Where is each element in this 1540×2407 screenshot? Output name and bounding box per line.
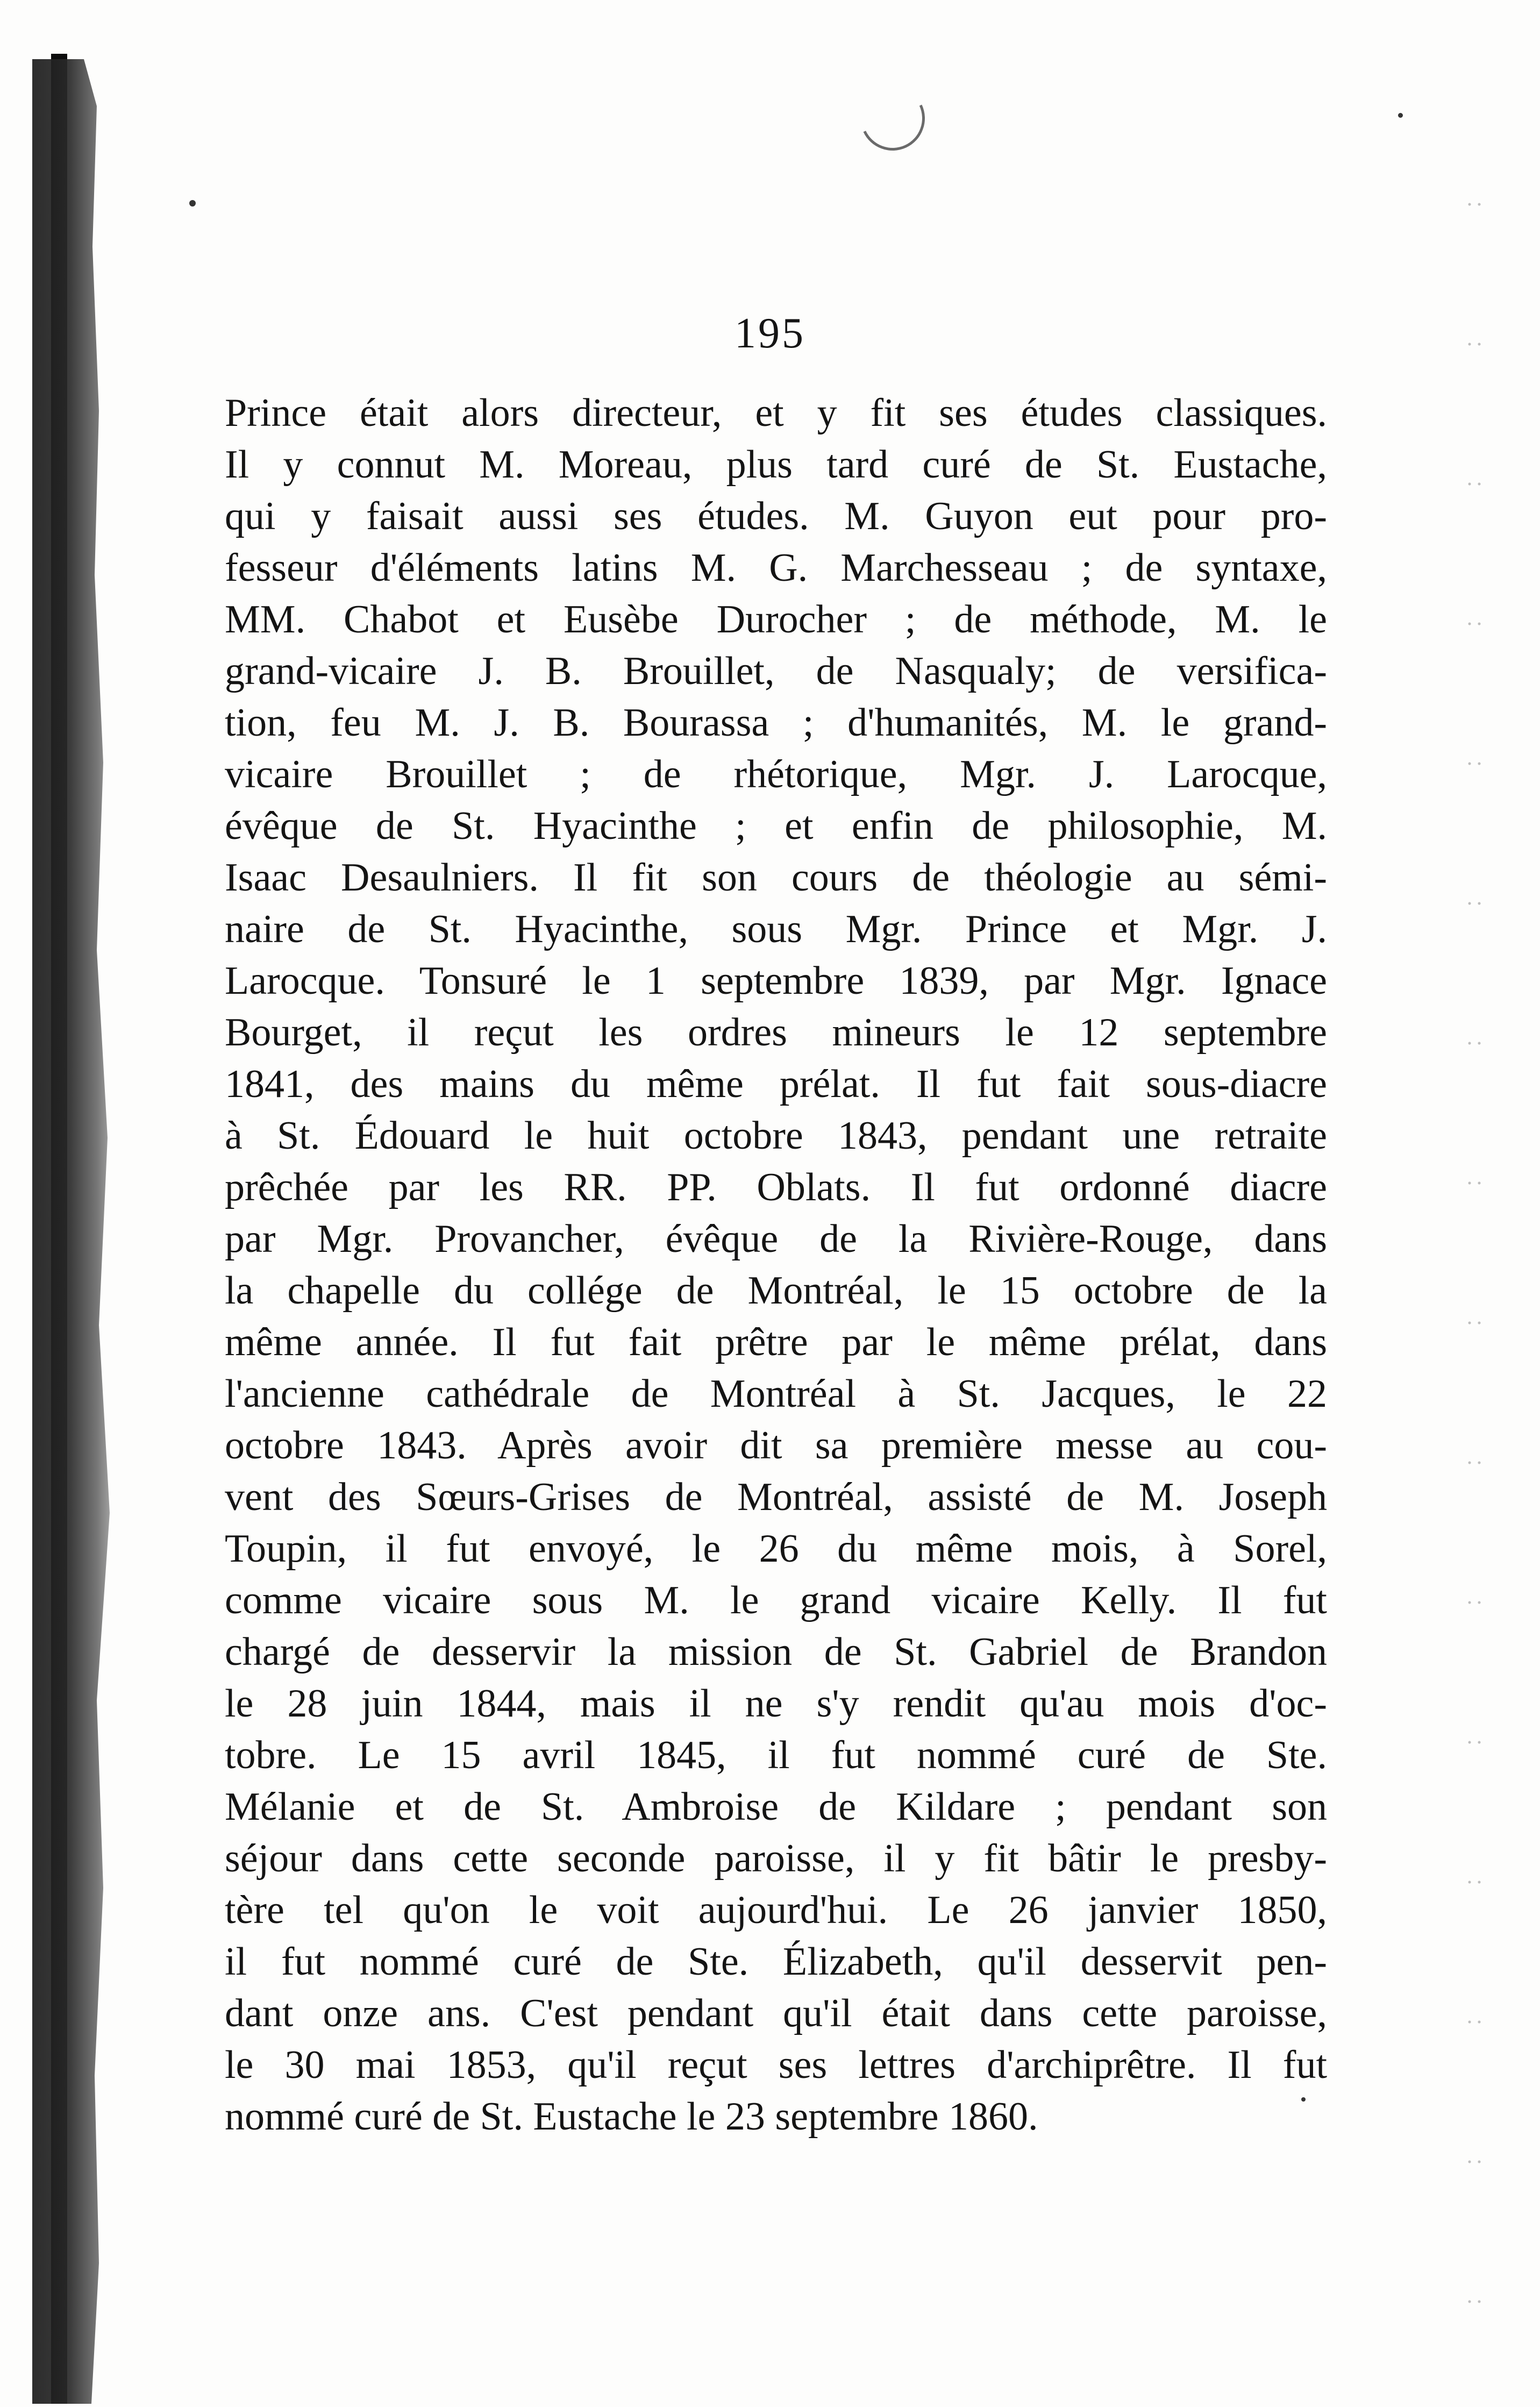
ink-stain-mark	[851, 77, 934, 160]
text-line: séjour dans cette seconde paroisse, il y fit bâtir le presby-	[225, 1836, 1327, 1881]
text-line: fesseur d'éléments latins M. G. Marchesseau ; de syntaxe,	[225, 546, 1327, 590]
text-line: dant onze ans. C'est pendant qu'il était dans cette paroisse,	[225, 1991, 1327, 2035]
text-line: grand-vicaire J. B. Brouillet, de Nasqualy; de versifica-	[225, 649, 1327, 693]
text-line: la chapelle du collége de Montréal, le 15 octobre de la	[225, 1269, 1327, 1313]
body-text	[225, 387, 1327, 2142]
text-line: naire de St. Hyacinthe, sous Mgr. Prince et Mgr. J.	[225, 907, 1327, 951]
text-line: il fut nommé curé de Ste. Élizabeth, qu'il desservit pen-	[225, 1940, 1327, 1984]
page-number: 195	[735, 310, 805, 357]
dust-speck	[189, 200, 196, 206]
text-line: Larocque. Tonsuré le 1 septembre 1839, par Mgr. Ignace	[225, 959, 1327, 1003]
text-line: évêque de St. Hyacinthe ; et enfin de philosophie, M.	[225, 804, 1327, 848]
text-line: Isaac Desaulniers. Il fit son cours de théologie au sémi-	[225, 856, 1327, 900]
text-line: Il y connut M. Moreau, plus tard curé de St. Eustache,	[225, 443, 1327, 487]
text-line: Prince était alors directeur, et y fit ses études classiques.	[225, 391, 1327, 435]
text-line: prêchée par les RR. PP. Oblats. Il fut ordonné diacre	[225, 1165, 1327, 1209]
text-line: chargé de desservir la mission de St. Gabriel de Brandon	[225, 1630, 1327, 1674]
text-line: vicaire Brouillet ; de rhétorique, Mgr. J. Larocque,	[225, 752, 1327, 796]
text-line: MM. Chabot et Eusèbe Durocher ; de méthode, M. le	[225, 597, 1327, 642]
text-line: 1841, des mains du même prélat. Il fut fait sous-diacre	[225, 1062, 1327, 1106]
edge-specks	[1465, 134, 1481, 2393]
binding-edge	[32, 59, 140, 2404]
text-line: qui y faisait aussi ses études. M. Guyon eut pour pro-	[225, 494, 1327, 538]
text-line: l'ancienne cathédrale de Montréal à St. Jacques, le 22	[225, 1372, 1327, 1416]
text-line: comme vicaire sous M. le grand vicaire Kelly. Il fut	[225, 1578, 1327, 1622]
text-line: tobre. Le 15 avril 1845, il fut nommé curé de Ste.	[225, 1733, 1327, 1777]
text-line: Mélanie et de St. Ambroise de Kildare ; pendant son	[225, 1785, 1327, 1829]
text-line: tion, feu M. J. B. Bourassa ; d'humanités, M. le grand-	[225, 701, 1327, 745]
text-line: même année. Il fut fait prêtre par le même prélat, dans	[225, 1320, 1327, 1364]
text-line-last: nommé curé de St. Eustache le 23 septembre 1860.	[225, 2095, 1038, 2139]
text-line: Toupin, il fut envoyé, le 26 du même mois, à Sorel,	[225, 1527, 1327, 1571]
text-line: octobre 1843. Après avoir dit sa première messe au cou-	[225, 1423, 1327, 1468]
dust-speck	[1398, 113, 1403, 118]
text-line: par Mgr. Provancher, évêque de la Rivière-Rouge, dans	[225, 1217, 1327, 1261]
text-line: Bourget, il reçut les ordres mineurs le 12 septembre	[225, 1010, 1327, 1055]
text-line: à St. Édouard le huit octobre 1843, pendant une retraite	[225, 1114, 1327, 1158]
text-line: le 30 mai 1853, qu'il reçut ses lettres d'archiprêtre. Il fut	[225, 2043, 1327, 2087]
text-line: tère tel qu'on le voit aujourd'hui. Le 26 janvier 1850,	[225, 1888, 1327, 1932]
text-line: le 28 juin 1844, mais il ne s'y rendit qu'au mois d'oc-	[225, 1682, 1327, 1726]
text-line: vent des Sœurs-Grises de Montréal, assisté de M. Joseph	[225, 1475, 1327, 1519]
